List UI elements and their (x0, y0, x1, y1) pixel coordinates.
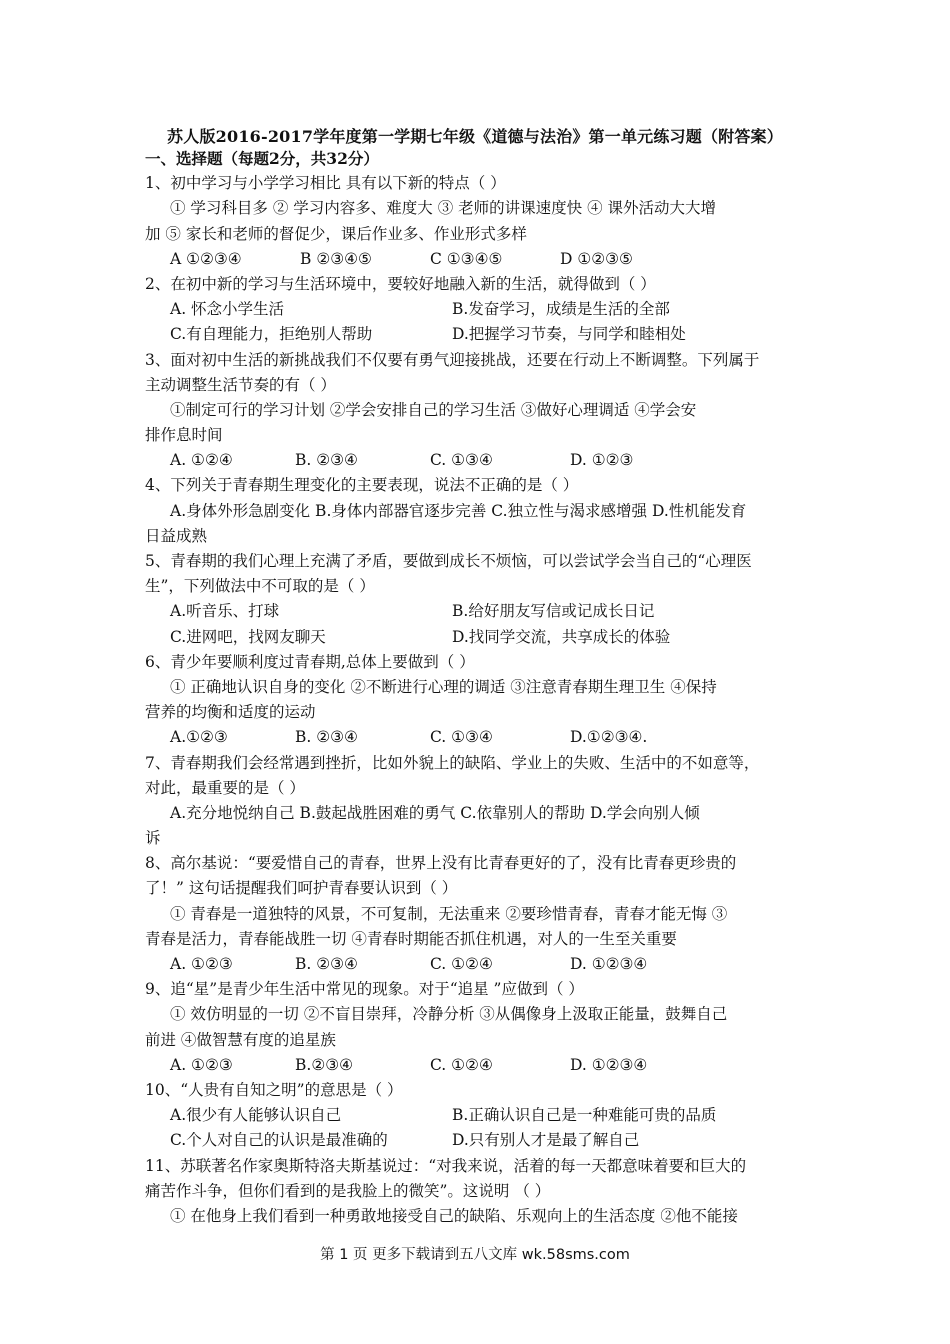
options-row (145, 952, 810, 977)
question-stem: 4、下列关于青春期生理变化的主要表现，说法不正确的是（ ） (145, 476, 579, 495)
question-stem: 1、初中学习与小学学习相比 具有以下新的特点（ ） (145, 174, 506, 193)
question-body: 加 ⑤ 家长和老师的督促少，课后作业多、作业形式多样 (145, 224, 527, 243)
question-stem: 11、苏联著名作家奥斯特洛夫斯基说过：“对我来说，活着的每一天都意味着要和巨大的 (145, 1156, 747, 1175)
page-title: 苏人版2016-2017学年度第一学期七年级《道德与法治》第一单元练习题（附答案） (167, 127, 783, 146)
question-body: 青春是活力，青春能战胜一切 ④青春时期能否抓住机遇，对人的一生至关重要 (145, 929, 677, 948)
option: B.给好朋友写信或记成长日记 (452, 602, 655, 621)
option: A.很少有人能够认识自己 (170, 1106, 342, 1125)
question-body: 日益成熟 (145, 526, 208, 545)
question-stem: 了！” 这句话提醒我们呵护青春要认识到（ ） (145, 879, 458, 898)
question (145, 171, 810, 272)
option: D. ①②③④ (570, 1055, 648, 1074)
option: A. ①②③ (170, 1055, 233, 1074)
question-body: ① 学习科目多 ② 学习内容多、难度大 ③ 老师的讲课速度快 ④ 课外活动大大增 (170, 199, 716, 218)
option: D. ①②③④ (570, 955, 648, 973)
option: B.发奋学习，成绩是生活的全部 (452, 300, 670, 319)
option: C. ①③④ (430, 728, 493, 747)
question-stem: 5、青春期的我们心理上充满了矛盾，要做到成长不烦恼，可以尝试学会当自己的“心理医 (145, 552, 752, 570)
question-body: A.充分地悦纳自己 B.鼓起战胜困难的勇气 C.依靠别人的帮助 D.学会向别人倾 (170, 803, 700, 822)
option: B.②③④ (295, 1055, 354, 1074)
question-stem: 痛苦作斗争，但你们看到的是我脸上的微笑”。这说明 （ ） (145, 1181, 551, 1200)
question (145, 549, 810, 650)
option: C. ①③④ (430, 451, 493, 470)
option: A ①②③④ (170, 249, 242, 268)
option: D.只有别人才是最了解自己 (452, 1131, 640, 1150)
option: A. ①②④ (170, 451, 233, 470)
option: B. ②③④ (295, 451, 358, 470)
options-row (145, 1103, 810, 1128)
question (145, 473, 810, 549)
question-stem: 10、“人贵有自知之明”的意思是（ ） (145, 1080, 403, 1099)
option: C.个人对自己的认识是最准确的 (170, 1131, 388, 1150)
option: D.找同学交流，共享成长的体验 (452, 627, 671, 646)
question (145, 348, 810, 474)
option: B. ②③④ (295, 955, 358, 973)
question (145, 1154, 810, 1230)
options-row (145, 725, 810, 750)
page-footer: 第 1 页 更多下载请到五八文库 wk.58sms.com (320, 1247, 630, 1263)
question-stem: 7、青春期我们会经常遇到挫折，比如外貌上的缺陷、学业上的失败、生活中的不如意等， (145, 753, 760, 772)
option: B. ②③④ (295, 728, 358, 747)
question-stem: 3、面对初中生活的新挑战我们不仅要有勇气迎接挑战，还要在行动上不断调整。下列属于 (145, 350, 760, 369)
options-row (145, 247, 810, 272)
options-row (145, 322, 810, 347)
question-stem: 9、追“星”是青少年生活中常见的现象。对于“追星 ”应做到（ ） (145, 980, 584, 999)
question-body: ① 青春是一道独特的风景，不可复制，无法重来 ②要珍惜青春，青春才能无悔 ③ (170, 904, 728, 923)
question-body: ① 效仿明显的一切 ②不盲目崇拜，冷静分析 ③从偶像身上汲取正能量，鼓舞自己 (170, 1005, 728, 1024)
question-stem: 对此，最重要的是（ ） (145, 778, 305, 797)
option: C. ①②④ (430, 955, 493, 973)
option: B.正确认识自己是一种难能可贵的品质 (452, 1106, 717, 1125)
options-row (145, 625, 810, 650)
option: B ②③④⑤ (300, 249, 372, 268)
question-body: ① 在他身上我们看到一种勇敢地接受自己的缺陷、乐观向上的生活态度 ②他不能接 (170, 1206, 738, 1225)
question (145, 751, 810, 852)
question-body: 诉 (145, 829, 161, 848)
option: D ①②③⑤ (560, 249, 633, 268)
options-row (145, 448, 810, 473)
question-body: ①制定可行的学习计划 ②学会安排自己的学习生活 ③做好心理调适 ④学会安 (170, 400, 697, 419)
question (145, 272, 810, 348)
question-stem: 生”，下列做法中不可取的是（ ） (145, 577, 375, 596)
content (145, 146, 810, 1229)
option: C.有自理能力，拒绝别人帮助 (170, 325, 373, 344)
options-row (145, 1128, 810, 1153)
options-row (145, 297, 810, 322)
question (145, 977, 810, 1078)
option: C.进网吧，找网友聊天 (170, 627, 326, 646)
option: A. ①②③ (170, 955, 233, 973)
question-body: A.身体外形急剧变化 B.身体内部器官逐步完善 C.独立性与渴求感增强 D.性机能发育 (170, 501, 747, 520)
option: C ①③④⑤ (430, 249, 503, 268)
option: D. ①②③ (570, 451, 634, 470)
section-heading: 一、选择题（每题2分，共32分） (145, 149, 379, 168)
option: D.把握学习节奏，与同学和睦相处 (452, 325, 686, 344)
question-body: 营养的均衡和适度的运动 (145, 703, 316, 722)
question (145, 1078, 810, 1154)
question-stem: 主动调整生活节奏的有（ ） (145, 375, 336, 394)
question-body: 排作息时间 (145, 426, 223, 445)
question-stem: 2、在初中新的学习与生活环境中，要较好地融入新的生活，就得做到（ ） (145, 274, 656, 293)
option: A.①②③ (170, 728, 228, 747)
option: A.听音乐、打球 (170, 602, 280, 621)
question-body: 前进 ④做智慧有度的追星族 (145, 1030, 336, 1049)
question-body: ① 正确地认识自身的变化 ②不断进行心理的调适 ③注意青春期生理卫生 ④保持 (170, 677, 717, 696)
question-stem: 6、青少年要顺利度过青春期,总体上要做到（ ） (145, 652, 475, 671)
options-row (145, 1053, 810, 1078)
option: A. 怀念小学生活 (170, 300, 285, 319)
question-stem: 8、高尔基说：“要爱惜自己的青春，世界上没有比青春更好的了，没有比青春更珍贵的 (145, 854, 737, 873)
option: C. ①②④ (430, 1055, 493, 1074)
question (145, 650, 810, 751)
question (145, 851, 810, 977)
option: D.①②③④. (570, 728, 648, 747)
options-row (145, 599, 810, 624)
